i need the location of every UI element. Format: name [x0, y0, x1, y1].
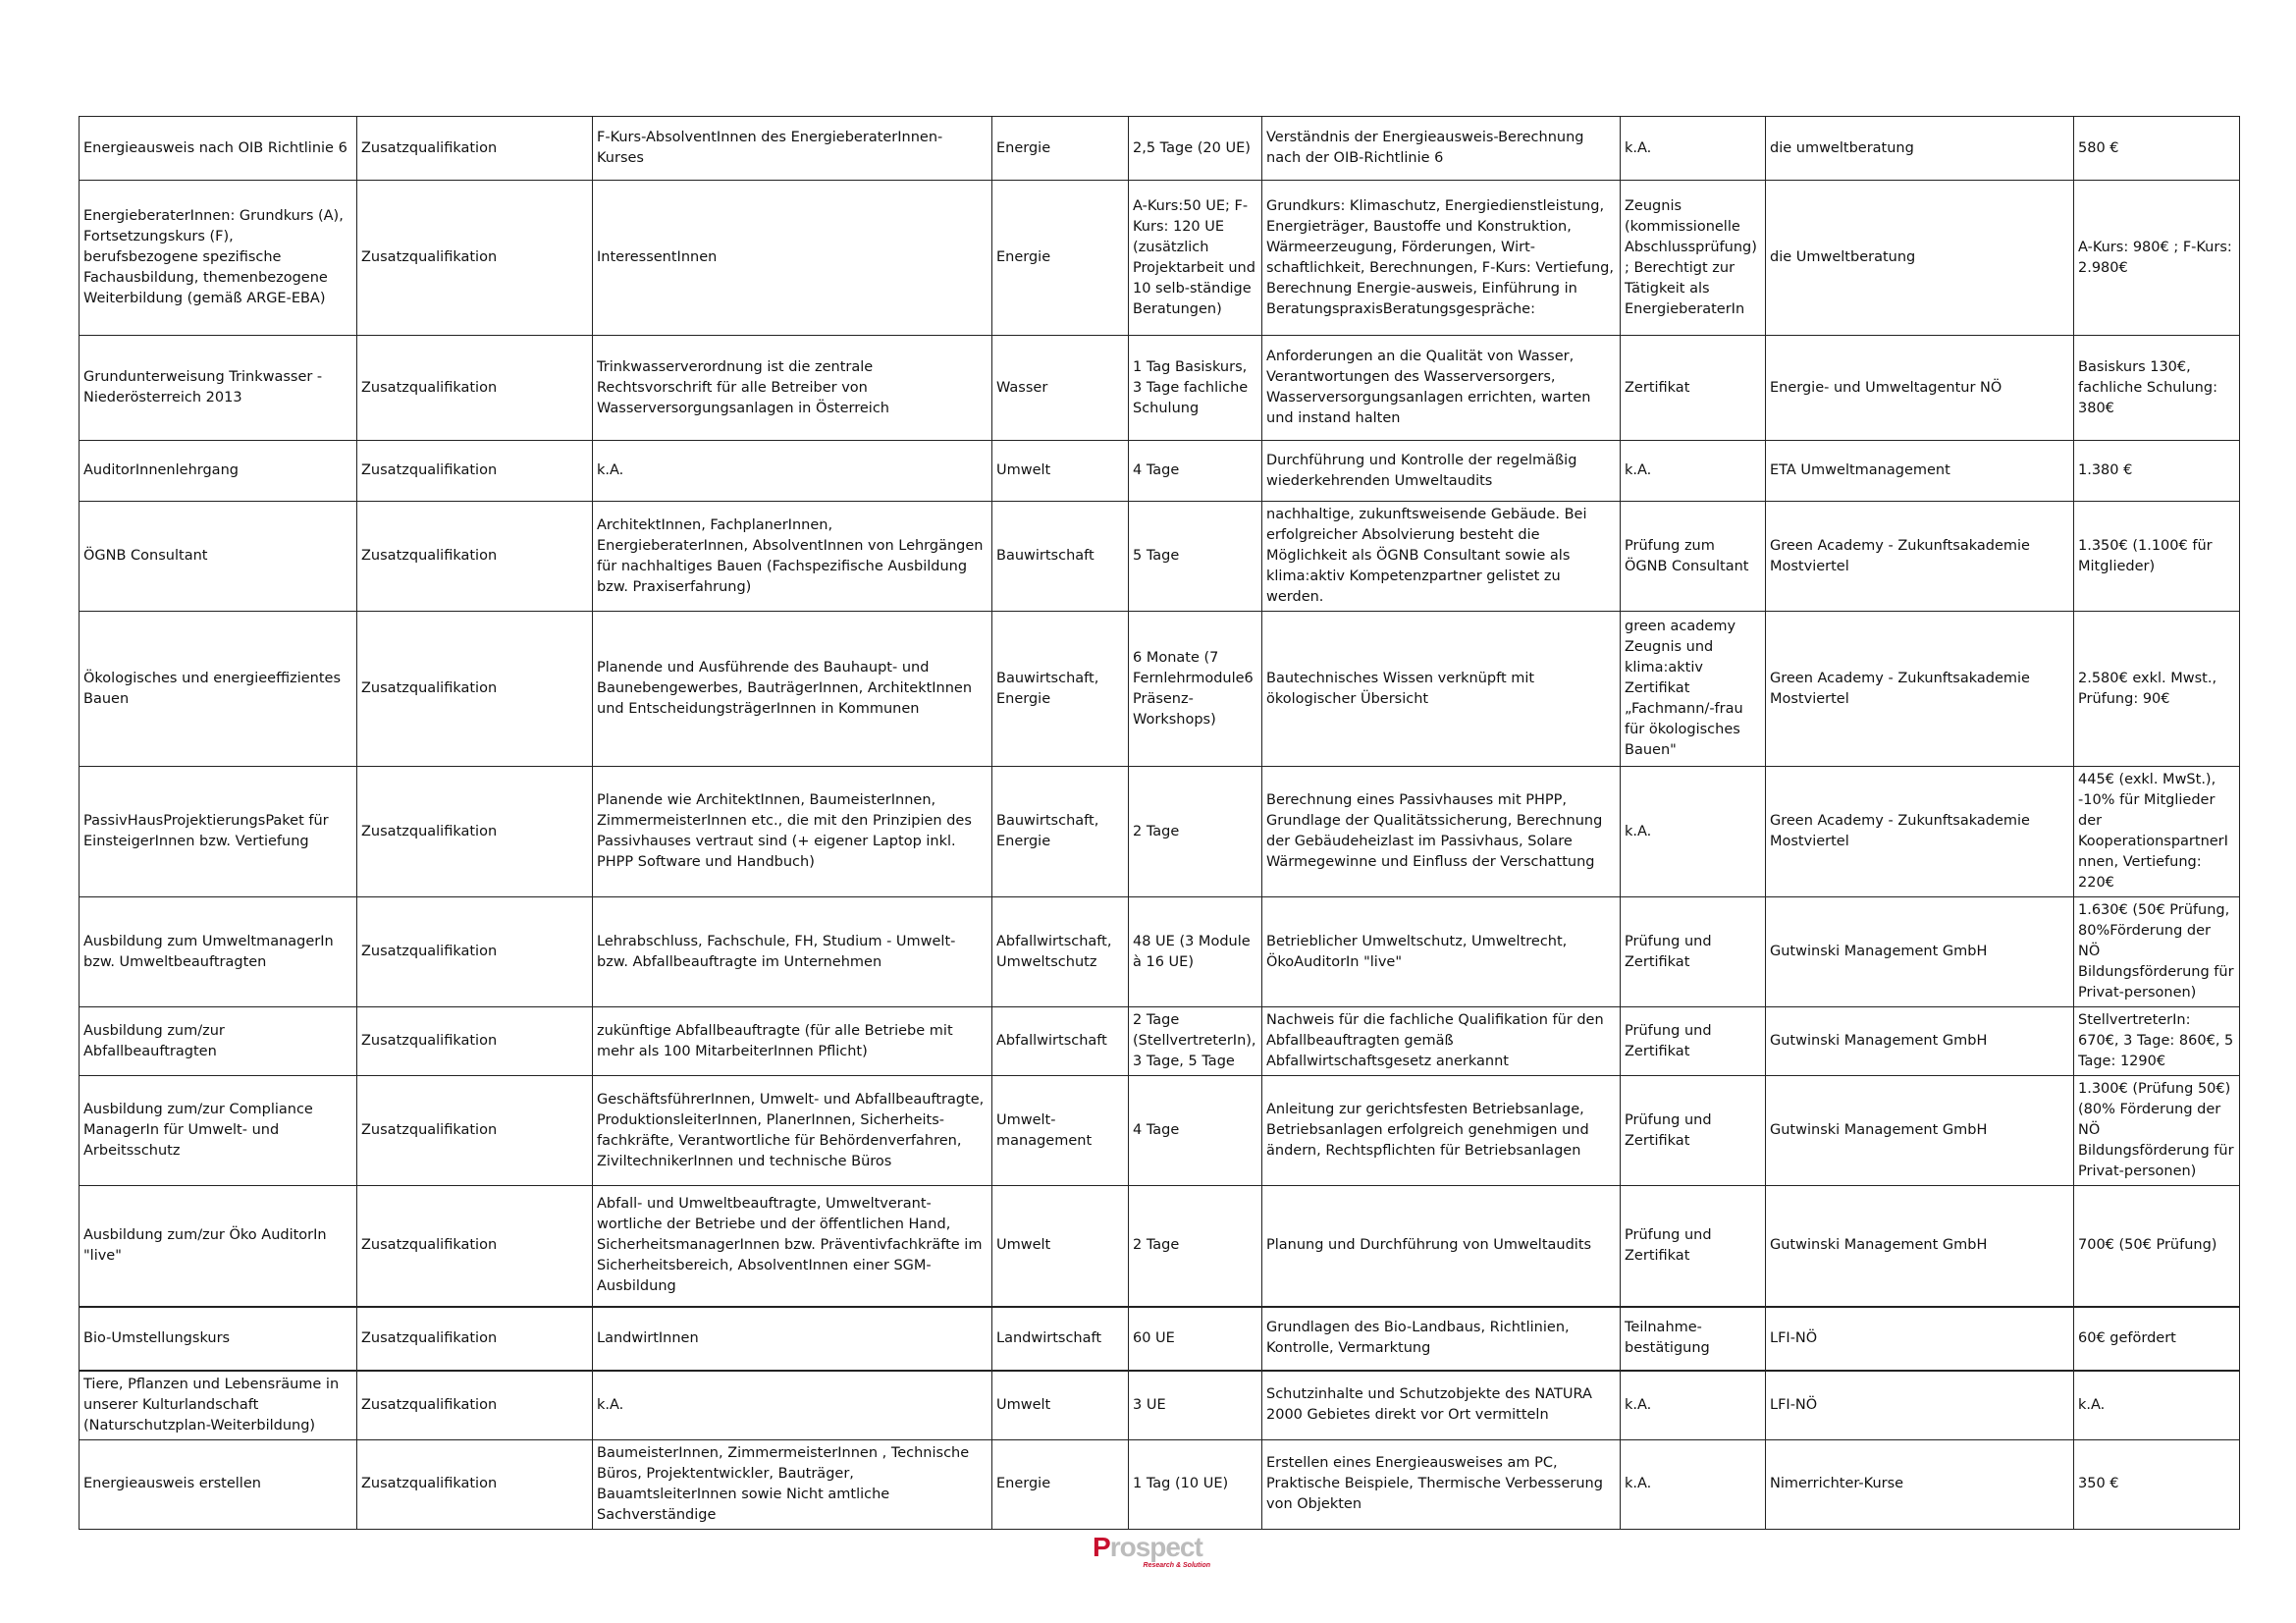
cell-qualification-type: Zusatzqualifikation: [357, 181, 593, 336]
cell-target-group: InteressentInnen: [593, 181, 992, 336]
cell-qualification-type: Zusatzqualifikation: [357, 1186, 593, 1307]
cell-target-group: zukünftige Abfallbeauftragte (für alle Betriebe mit mehr als 100 MitarbeiterInnen Pflicht): [593, 1007, 992, 1076]
cell-duration: 4 Tage: [1129, 1076, 1262, 1186]
cell-qualification-type: Zusatzqualifikation: [357, 1371, 593, 1440]
table-row: [80, 117, 2240, 181]
cell-provider: Green Academy - Zukunftsakademie Mostviertel: [1766, 502, 2074, 612]
cell-content: Planung und Durchführung von Umweltaudits: [1262, 1186, 1621, 1307]
cell-content: Anforderungen an die Qualität von Wasser, Verantwortungen des Wasserversorgers, Wasserversorgungsanlagen errichten, warten und instand halten: [1262, 336, 1621, 441]
cell-duration: 2 Tage: [1129, 767, 1262, 897]
cell-field: Umwelt-management: [992, 1076, 1129, 1186]
cell-price: Basiskurs 130€, fachliche Schulung: 380€: [2074, 336, 2240, 441]
cell-certificate: k.A.: [1621, 117, 1766, 181]
cell-duration: 5 Tage: [1129, 502, 1262, 612]
cell-qualification-type: Zusatzqualifikation: [357, 612, 593, 767]
cell-provider: Green Academy - Zukunftsakademie Mostviertel: [1766, 612, 2074, 767]
cell-duration: 2 Tage (StellvertreterIn), 3 Tage, 5 Tage: [1129, 1007, 1262, 1076]
cell-course-title: Tiere, Pflanzen und Lebensräume in unserer Kulturlandschaft (Naturschutzplan-Weiterbildung): [80, 1371, 357, 1440]
cell-target-group: Lehrabschluss, Fachschule, FH, Studium - Umwelt- bzw. Abfallbeauftragte im Unternehmen: [593, 897, 992, 1007]
cell-certificate: k.A.: [1621, 441, 1766, 502]
cell-course-title: Energieausweis nach OIB Richtlinie 6: [80, 117, 357, 181]
cell-target-group: Planende wie ArchitektInnen, BaumeisterInnen, ZimmermeisterInnen etc., die mit den Prinzipien des Passivhauses vertraut sind (+ eigener Laptop inkl. PHPP Software und Handbuch): [593, 767, 992, 897]
cell-certificate: Prüfung und Zertifikat: [1621, 1186, 1766, 1307]
cell-provider: Gutwinski Management GmbH: [1766, 1076, 2074, 1186]
table-row: [80, 767, 2240, 897]
cell-certificate: Prüfung zum ÖGNB Consultant: [1621, 502, 1766, 612]
cell-course-title: Ökologisches und energieeffizientes Bauen: [80, 612, 357, 767]
cell-content: Bautechnisches Wissen verknüpft mit ökologischer Übersicht: [1262, 612, 1621, 767]
cell-field: Energie: [992, 117, 1129, 181]
cell-certificate: Prüfung und Zertifikat: [1621, 897, 1766, 1007]
cell-price: 60€ gefördert: [2074, 1307, 2240, 1371]
cell-qualification-type: Zusatzqualifikation: [357, 1076, 593, 1186]
cell-content: Nachweis für die fachliche Qualifikation für den Abfallbeauftragten gemäß Abfallwirtschaftsgesetz anerkannt: [1262, 1007, 1621, 1076]
table-row: [80, 897, 2240, 1007]
cell-provider: die Umweltberatung: [1766, 181, 2074, 336]
cell-target-group: Abfall- und Umweltbeauftragte, Umweltverant-wortliche der Betriebe und der öffentlichen Hand, SicherheitsmanagerInnen bzw. Präventivfachkräfte im Sicherheitsbereich, AbsolventInnen einer SGM-Ausbildung: [593, 1186, 992, 1307]
table-row: [80, 1371, 2240, 1440]
cell-qualification-type: Zusatzqualifikation: [357, 336, 593, 441]
cell-target-group: Trinkwasserverordnung ist die zentrale Rechtsvorschrift für alle Betreiber von Wasserversorgungsanlagen in Österreich: [593, 336, 992, 441]
cell-course-title: AuditorInnenlehrgang: [80, 441, 357, 502]
cell-provider: die umweltberatung: [1766, 117, 2074, 181]
cell-qualification-type: Zusatzqualifikation: [357, 897, 593, 1007]
cell-target-group: k.A.: [593, 441, 992, 502]
logo-wordmark: [1093, 1532, 1202, 1563]
cell-field: Energie: [992, 181, 1129, 336]
cell-field: Abfallwirtschaft, Umweltschutz: [992, 897, 1129, 1007]
cell-duration: 3 UE: [1129, 1371, 1262, 1440]
cell-certificate: green academy Zeugnis und klima:aktiv Zertifikat „Fachmann/-frau für ökologisches Bauen": [1621, 612, 1766, 767]
cell-course-title: PassivHausProjektierungsPaket für EinsteigerInnen bzw. Vertiefung: [80, 767, 357, 897]
cell-provider: Green Academy - Zukunftsakademie Mostviertel: [1766, 767, 2074, 897]
cell-duration: 2 Tage: [1129, 1186, 1262, 1307]
cell-price: StellvertreterIn: 670€, 3 Tage: 860€, 5 Tage: 1290€: [2074, 1007, 2240, 1076]
cell-price: 350 €: [2074, 1439, 2240, 1529]
cell-provider: Energie- und Umweltagentur NÖ: [1766, 336, 2074, 441]
table-row: [80, 612, 2240, 767]
logo-tagline: Research & Solution: [1143, 1562, 1210, 1569]
cell-qualification-type: Zusatzqualifikation: [357, 1307, 593, 1371]
table-row: [80, 336, 2240, 441]
cell-certificate: Zertifikat: [1621, 336, 1766, 441]
cell-price: A-Kurs: 980€ ; F-Kurs: 2.980€: [2074, 181, 2240, 336]
table-body: [80, 117, 2240, 1530]
cell-provider: Gutwinski Management GmbH: [1766, 897, 2074, 1007]
cell-course-title: Ausbildung zum/zur Compliance ManagerIn für Umwelt- und Arbeitsschutz: [80, 1076, 357, 1186]
cell-provider: LFI-NÖ: [1766, 1307, 2074, 1371]
cell-provider: Gutwinski Management GmbH: [1766, 1007, 2074, 1076]
cell-course-title: Bio-Umstellungskurs: [80, 1307, 357, 1371]
cell-content: Verständnis der Energieausweis-Berechnung nach der OIB-Richtlinie 6: [1262, 117, 1621, 181]
cell-target-group: ArchitektInnen, FachplanerInnen, EnergieberaterInnen, AbsolventInnen von Lehrgängen für nachhaltiges Bauen (Fachspezifische Ausbildung bzw. Praxiserfahrung): [593, 502, 992, 612]
cell-provider: Nimerrichter-Kurse: [1766, 1439, 2074, 1529]
cell-content: Berechnung eines Passivhauses mit PHPP, Grundlage der Qualitätssicherung, Berechnung der Gebäudeheizlast im Passivhaus, Solare Wärmegewinne und Einfluss der Verschattung: [1262, 767, 1621, 897]
cell-target-group: LandwirtInnen: [593, 1307, 992, 1371]
table-row: [80, 1439, 2240, 1529]
cell-certificate: Prüfung und Zertifikat: [1621, 1007, 1766, 1076]
cell-target-group: k.A.: [593, 1371, 992, 1440]
cell-content: Anleitung zur gerichtsfesten Betriebsanlage, Betriebsanlagen erfolgreich genehmigen und ändern, Rechtspflichten für Betriebsanlagen: [1262, 1076, 1621, 1186]
cell-target-group: GeschäftsführerInnen, Umwelt- und Abfallbeauftragte, ProduktionsleiterInnen, PlanerInnen, Sicherheits-fachkräfte, Verantwortliche für Behördenverfahren, ZiviltechnikerInnen und technische Büros: [593, 1076, 992, 1186]
cell-course-title: Energieausweis erstellen: [80, 1439, 357, 1529]
cell-course-title: Ausbildung zum UmweltmanagerIn bzw. Umweltbeauftragten: [80, 897, 357, 1007]
cell-field: Umwelt: [992, 1186, 1129, 1307]
cell-price: 445€ (exkl. MwSt.), -10% für Mitglieder der KooperationspartnerInnen, Vertiefung: 220€: [2074, 767, 2240, 897]
cell-field: Bauwirtschaft, Energie: [992, 767, 1129, 897]
cell-content: Durchführung und Kontrolle der regelmäßig wiederkehrenden Umweltaudits: [1262, 441, 1621, 502]
cell-duration: 1 Tag Basiskurs, 3 Tage fachliche Schulung: [1129, 336, 1262, 441]
cell-price: 1.350€ (1.100€ für Mitglieder): [2074, 502, 2240, 612]
cell-content: Erstellen eines Energieausweises am PC, Praktische Beispiele, Thermische Verbesserung von Objekten: [1262, 1439, 1621, 1529]
cell-price: 2.580€ exkl. Mwst., Prüfung: 90€: [2074, 612, 2240, 767]
cell-qualification-type: Zusatzqualifikation: [357, 1439, 593, 1529]
cell-target-group: Planende und Ausführende des Bauhaupt- und Baunebengewerbes, BauträgerInnen, ArchitektInnen und EntscheidungsträgerInnen in Kommunen: [593, 612, 992, 767]
cell-price: 1.380 €: [2074, 441, 2240, 502]
logo-rest: rospect: [1109, 1532, 1202, 1562]
cell-target-group: BaumeisterInnen, ZimmermeisterInnen , Technische Büros, Projektentwickler, Bauträger, BauamtsleiterInnen sowie Nicht amtliche Sachverständige: [593, 1439, 992, 1529]
cell-course-title: Ausbildung zum/zur Öko AuditorIn "live": [80, 1186, 357, 1307]
table-row: [80, 1007, 2240, 1076]
cell-duration: 60 UE: [1129, 1307, 1262, 1371]
cell-provider: LFI-NÖ: [1766, 1371, 2074, 1440]
cell-field: Umwelt: [992, 441, 1129, 502]
cell-certificate: k.A.: [1621, 767, 1766, 897]
cell-qualification-type: Zusatzqualifikation: [357, 502, 593, 612]
cell-qualification-type: Zusatzqualifikation: [357, 441, 593, 502]
cell-duration: 4 Tage: [1129, 441, 1262, 502]
cell-field: Umwelt: [992, 1371, 1129, 1440]
table-row: [80, 1186, 2240, 1307]
cell-course-title: Grundunterweisung Trinkwasser - Niederösterreich 2013: [80, 336, 357, 441]
cell-content: Grundlagen des Bio-Landbaus, Richtlinien, Kontrolle, Vermarktung: [1262, 1307, 1621, 1371]
table-row: [80, 441, 2240, 502]
cell-price: 1.630€ (50€ Prüfung, 80%Förderung der NÖ Bildungsförderung für Privat-personen): [2074, 897, 2240, 1007]
table-row: [80, 181, 2240, 336]
cell-qualification-type: Zusatzqualifikation: [357, 1007, 593, 1076]
cell-price: 580 €: [2074, 117, 2240, 181]
cell-certificate: k.A.: [1621, 1439, 1766, 1529]
cell-price: 1.300€ (Prüfung 50€) (80% Förderung der NÖ Bildungsförderung für Privat-personen): [2074, 1076, 2240, 1186]
cell-field: Bauwirtschaft: [992, 502, 1129, 612]
cell-field: Abfallwirtschaft: [992, 1007, 1129, 1076]
cell-content: Grundkurs: Klimaschutz, Energiedienstleistung, Energieträger, Baustoffe und Konstruktion, Wärmeerzeugung, Förderungen, Wirt-schaftlichkeit, Berechnungen, F-Kurs: Vertiefung, Berechnung Energie-ausweis, Einführung in BeratungspraxisBeratungsgespräche:: [1262, 181, 1621, 336]
cell-duration: 6 Monate (7 Fernlehrmodule6 Präsenz-Workshops): [1129, 612, 1262, 767]
cell-course-title: Ausbildung zum/zur Abfallbeauftragten: [80, 1007, 357, 1076]
cell-course-title: EnergieberaterInnen: Grundkurs (A), Fortsetzungskurs (F), berufsbezogene spezifische Fachausbildung, themenbezogene Weiterbildung (gemäß ARGE-EBA): [80, 181, 357, 336]
cell-price: k.A.: [2074, 1371, 2240, 1440]
cell-content: Betrieblicher Umweltschutz, Umweltrecht, ÖkoAuditorIn "live": [1262, 897, 1621, 1007]
prospect-logo: [1093, 1532, 1210, 1571]
logo-first-letter: P: [1093, 1532, 1110, 1562]
cell-content: Schutzinhalte und Schutzobjekte des NATURA 2000 Gebietes direkt vor Ort vermitteln: [1262, 1371, 1621, 1440]
cell-duration: 1 Tag (10 UE): [1129, 1439, 1262, 1529]
cell-duration: A-Kurs:50 UE; F-Kurs: 120 UE (zusätzlich Projektarbeit und 10 selb-ständige Beratungen): [1129, 181, 1262, 336]
table-row: [80, 1307, 2240, 1371]
cell-course-title: ÖGNB Consultant: [80, 502, 357, 612]
table-row: [80, 502, 2240, 612]
cell-provider: Gutwinski Management GmbH: [1766, 1186, 2074, 1307]
cell-price: 700€ (50€ Prüfung): [2074, 1186, 2240, 1307]
cell-certificate: Zeugnis (kommissionelle Abschlussprüfung); Berechtigt zur Tätigkeit als EnergieberaterIn: [1621, 181, 1766, 336]
cell-duration: 48 UE (3 Module à 16 UE): [1129, 897, 1262, 1007]
cell-target-group: F-Kurs-AbsolventInnen des EnergieberaterInnen-Kurses: [593, 117, 992, 181]
cell-duration: 2,5 Tage (20 UE): [1129, 117, 1262, 181]
cell-provider: ETA Umweltmanagement: [1766, 441, 2074, 502]
cell-field: Bauwirtschaft, Energie: [992, 612, 1129, 767]
cell-qualification-type: Zusatzqualifikation: [357, 767, 593, 897]
cell-certificate: Teilnahme-bestätigung: [1621, 1307, 1766, 1371]
table-row: [80, 1076, 2240, 1186]
cell-field: Wasser: [992, 336, 1129, 441]
cell-certificate: Prüfung und Zertifikat: [1621, 1076, 1766, 1186]
course-table: [79, 116, 2240, 1530]
cell-field: Energie: [992, 1439, 1129, 1529]
cell-content: nachhaltige, zukunftsweisende Gebäude. Bei erfolgreicher Absolvierung besteht die Möglichkeit als ÖGNB Consultant sowie als klima:aktiv Kompetenzpartner gelistet zu werden.: [1262, 502, 1621, 612]
cell-qualification-type: Zusatzqualifikation: [357, 117, 593, 181]
cell-certificate: k.A.: [1621, 1371, 1766, 1440]
cell-field: Landwirtschaft: [992, 1307, 1129, 1371]
